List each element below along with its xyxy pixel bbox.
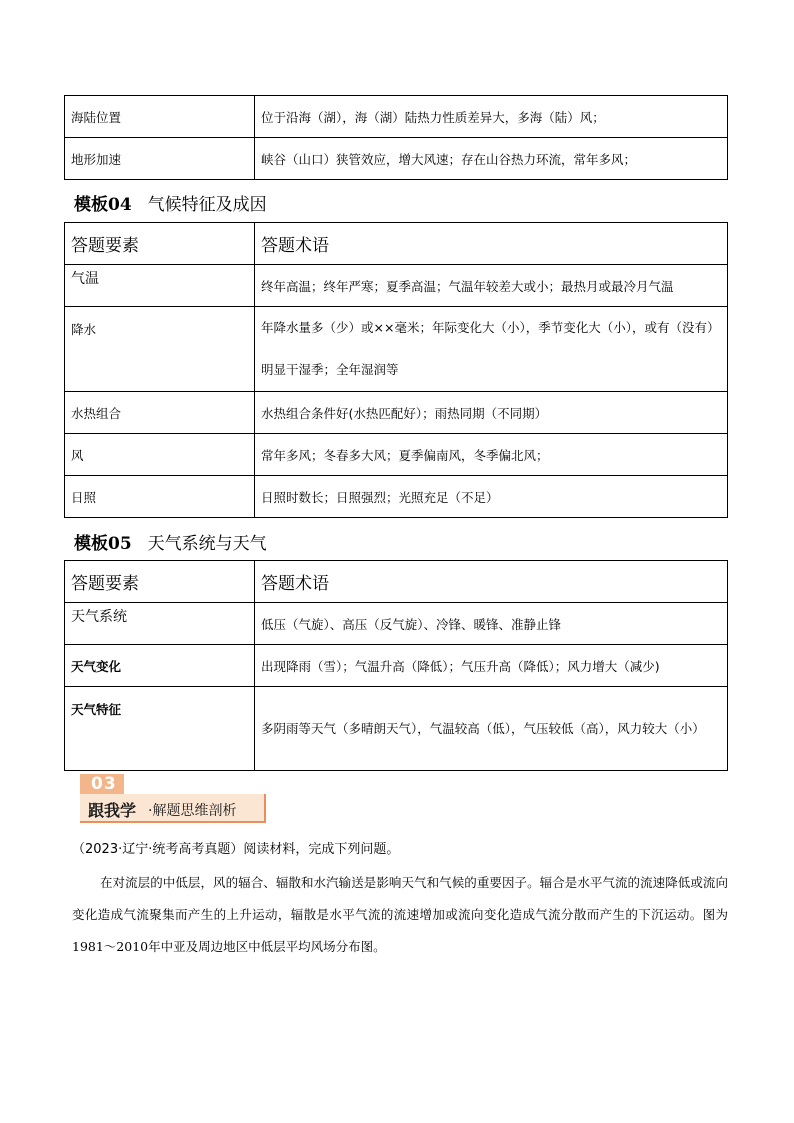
row-content: 多阴雨等天气（多晴朗天气），气温较高（低），气压较低（高），风力较大（小） bbox=[255, 687, 728, 771]
table-row bbox=[65, 96, 728, 138]
row-label: 天气变化 bbox=[65, 645, 255, 687]
row-content: 年降水量多（少）或××毫米；年际变化大（小），季节变化大（小），或有（没有）明显干湿季；全年湿润等 bbox=[255, 307, 728, 392]
table-header-row bbox=[65, 223, 728, 265]
section-label: 跟我学 bbox=[88, 801, 137, 820]
template04-heading bbox=[74, 190, 267, 215]
question-source: （2023·辽宁·统考高考真题）阅读材料，完成下列问题。 bbox=[72, 842, 400, 857]
table-header-row bbox=[65, 561, 728, 603]
row-label: 气温 bbox=[65, 265, 255, 307]
table-row bbox=[65, 645, 728, 687]
row-label: 日照 bbox=[65, 476, 255, 518]
table-row bbox=[65, 434, 728, 476]
table-row bbox=[65, 307, 728, 392]
header-col2: 答题术语 bbox=[255, 223, 728, 265]
row-content: 常年多风；冬春多大风；夏季偏南风，冬季偏北风； bbox=[255, 434, 728, 476]
row-content: 日照时数长；日照强烈；光照充足（不足） bbox=[255, 476, 728, 518]
row-label: 天气特征 bbox=[65, 687, 255, 771]
section-banner bbox=[80, 772, 266, 824]
template05-heading bbox=[74, 529, 267, 554]
row-label: 水热组合 bbox=[65, 392, 255, 434]
header-col1: 答题要素 bbox=[65, 561, 255, 603]
row-label: 风 bbox=[65, 434, 255, 476]
row-label: 海陆位置 bbox=[65, 96, 255, 138]
section-number: 03 bbox=[91, 774, 117, 794]
template05-title: 天气系统与天气 bbox=[147, 534, 267, 554]
table-row bbox=[65, 392, 728, 434]
row-label: 地形加速 bbox=[65, 138, 255, 180]
row-content: 水热组合条件好(水热匹配好）；雨热同期（不同期） bbox=[255, 392, 728, 434]
template04-title: 气候特征及成因 bbox=[147, 195, 267, 215]
template04-code: 模板04 bbox=[74, 195, 132, 215]
table-row bbox=[65, 265, 728, 307]
table-row bbox=[65, 138, 728, 180]
row-content: 出现降雨（雪）；气温升高（降低）；气压升高（降低）；风力增大（减少) bbox=[255, 645, 728, 687]
row-content: 位于沿海（湖），海（湖）陆热力性质差异大，多海（陆）风； bbox=[255, 96, 728, 138]
row-content: 低压（气旋）、高压（反气旋）、冷锋、暖锋、准静止锋 bbox=[255, 603, 728, 645]
template05-code: 模板05 bbox=[74, 534, 132, 554]
header-col1: 答题要素 bbox=[65, 223, 255, 265]
climate-table bbox=[64, 222, 728, 518]
row-label: 降水 bbox=[65, 307, 255, 392]
table-row bbox=[65, 603, 728, 645]
table-row bbox=[65, 476, 728, 518]
row-content: 峡谷（山口）狭管效应，增大风速；存在山谷热力环流，常年多风； bbox=[255, 138, 728, 180]
row-label: 天气系统 bbox=[65, 603, 255, 645]
row-content: 终年高温；终年严寒；夏季高温；气温年较差大或小；最热月或最冷月气温 bbox=[255, 265, 728, 307]
header-col2: 答题术语 bbox=[255, 561, 728, 603]
table-row bbox=[65, 687, 728, 771]
section-subtitle: ·解题思维剖析 bbox=[148, 803, 237, 819]
wind-factors-table bbox=[64, 95, 728, 180]
weather-table bbox=[64, 560, 728, 771]
question-paragraph: 在对流层的中低层，风的辐合、辐散和水汽输送是影响天气和气候的重要因子。辐合是水平气流的流速降低或流向变化造成气流聚集而产生的上升运动，辐散是水平气流的流速增加或流向变化造成气流分散而产生的下沉运动。图为1981～2010年中亚及周边地区中低层平均风场分布图。 bbox=[72, 875, 728, 954]
